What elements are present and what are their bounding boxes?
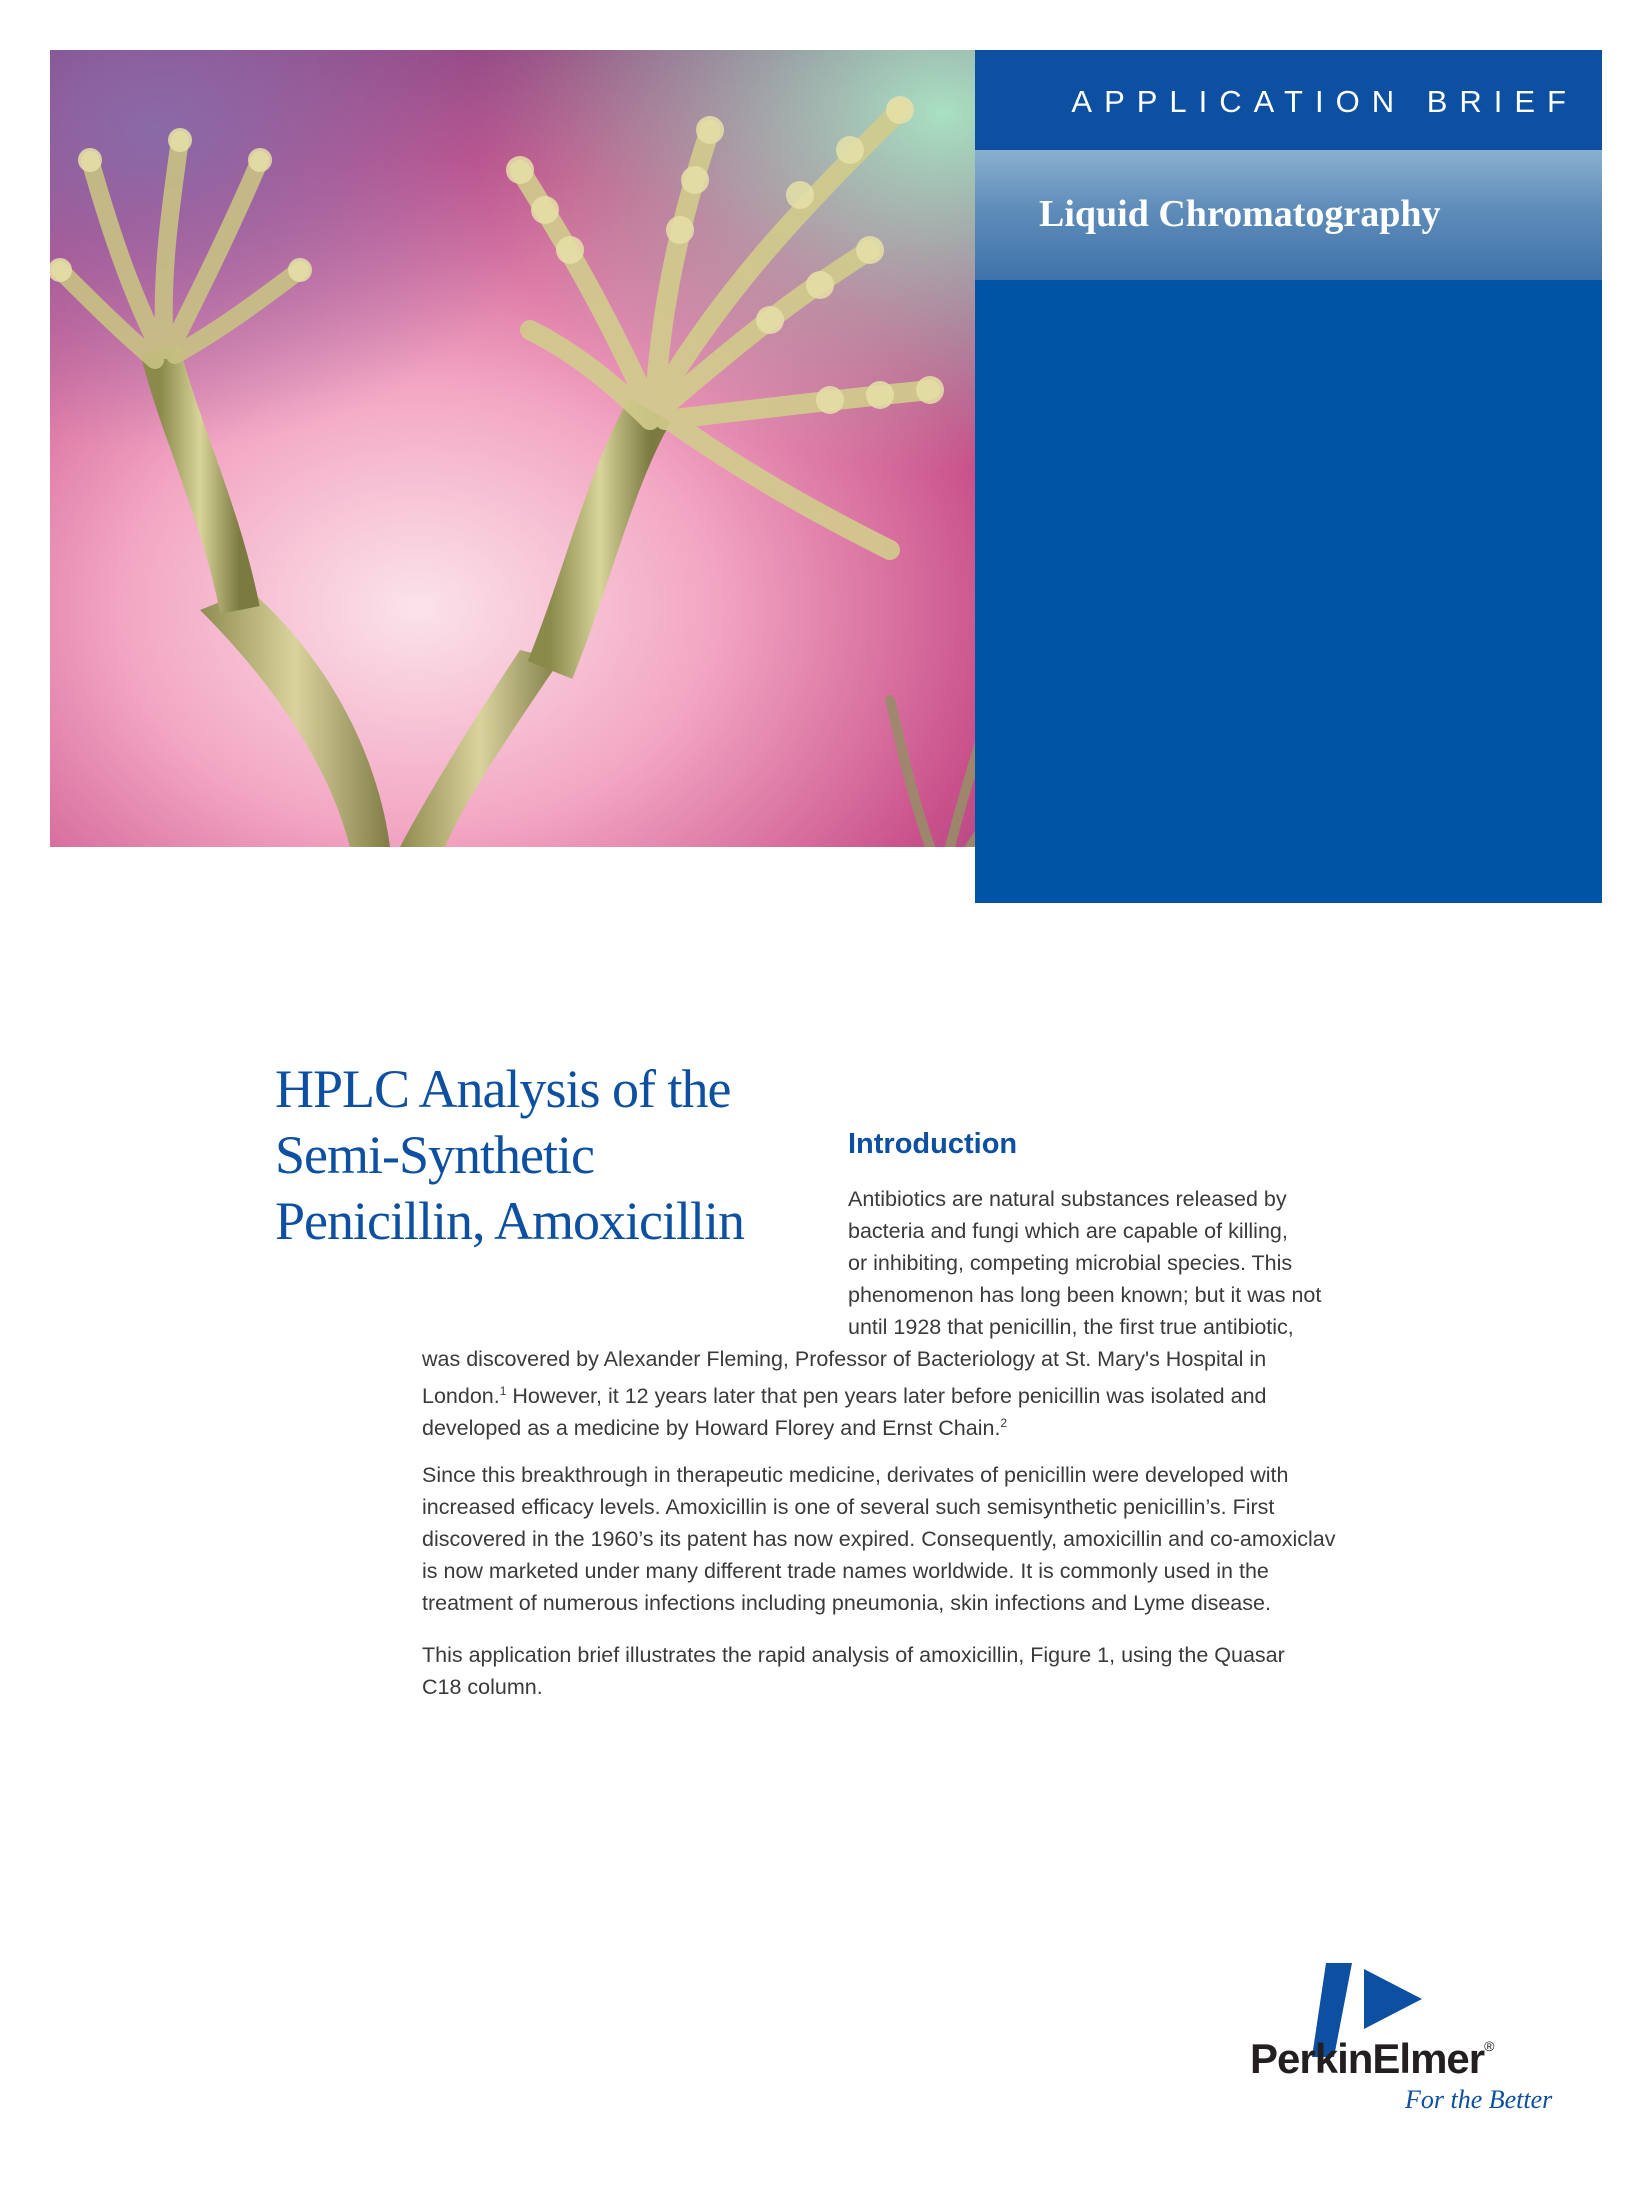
body-line: was discovered by Alexander Fleming, Professor of Bacteriology at St. Mary's Hospital in <box>422 1347 1267 1371</box>
title-line: HPLC Analysis of the <box>275 1059 731 1119</box>
document-category: APPLICATION BRIEF <box>1071 84 1578 119</box>
document-title <box>275 1056 795 1254</box>
body-line: treatment of numerous infections including pneumonia, skin infections and Lyme disease. <box>422 1591 1271 1615</box>
title-line: Penicillin, Amoxicillin <box>275 1191 744 1251</box>
body-line: Antibiotics are natural substances released by <box>848 1187 1287 1211</box>
body-line: until 1928 that penicillin, the first true antibiotic, <box>848 1315 1294 1339</box>
document-subcategory: Liquid Chromatography <box>1039 193 1441 235</box>
introduction-heading: Introduction <box>848 1128 1018 1160</box>
liquid-chromatography-band <box>975 150 1602 280</box>
body-line: bacteria and fungi which are capable of killing, <box>848 1219 1288 1243</box>
penicillium-illustration <box>50 50 1100 847</box>
body-line: discovered in the 1960’s its patent has now expired. Consequently, amoxicillin and co-amoxiclav <box>422 1527 1336 1551</box>
body-line: Since this breakthrough in therapeutic medicine, derivates of penicillin were developed with <box>422 1463 1289 1487</box>
footnote-ref[interactable]: 1 <box>499 1384 507 1398</box>
hero-image <box>50 50 1100 847</box>
perkinelmer-wordmark: PerkinElmer® <box>1250 2035 1494 2082</box>
brand-tagline: For the Better <box>1405 2085 1553 2114</box>
body-line: This application brief illustrates the rapid analysis of amoxicillin, Figure 1, using the Quasar <box>422 1643 1285 1667</box>
body-line: or inhibiting, competing microbial species. This <box>848 1251 1293 1275</box>
body-line: London.$^1$ However, it 12 years later that pen years later before penicillin was isolated and <box>422 1384 1267 1408</box>
title-line: Semi-Synthetic <box>275 1125 594 1185</box>
footnote-ref[interactable]: 2 <box>1000 1416 1008 1430</box>
body-line: is now marketed under many different trade names worldwide. It is commonly used in the <box>422 1559 1269 1583</box>
body-line: developed as a medicine by Howard Florey and Ernst Chain.$^2$ <box>422 1416 1008 1440</box>
body-line: phenomenon has long been known; but it was not <box>848 1283 1322 1307</box>
body-line: C18 column. <box>422 1675 543 1699</box>
body-line: increased efficacy levels. Amoxicillin is one of several such semisynthetic penicillin’s. First <box>422 1495 1275 1519</box>
application-brief-band <box>975 50 1602 150</box>
